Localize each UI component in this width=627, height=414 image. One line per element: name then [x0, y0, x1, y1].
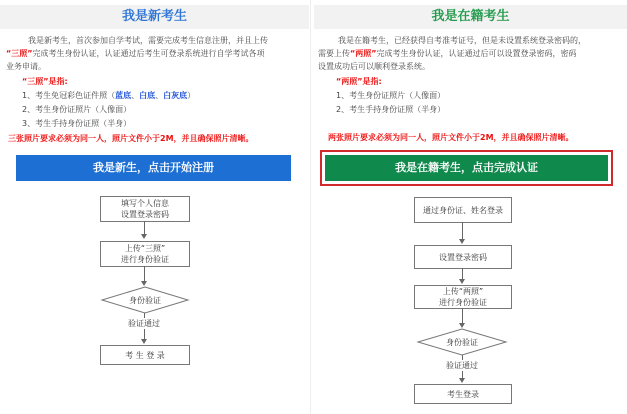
panel-divider: [310, 0, 311, 414]
flow-arrow: [459, 323, 465, 328]
flow-connector: [462, 308, 463, 324]
intro-line-3: 业务申请。: [6, 62, 46, 71]
requirement-item-3: 3、考生手持身份证照（半身）: [22, 119, 132, 128]
certify-button[interactable]: 我是在籍考生，点击完成认证: [325, 155, 608, 181]
flow-arrow: [459, 378, 465, 383]
two-photos-term: “两照”: [350, 49, 377, 58]
flow-arrow: [141, 234, 147, 239]
flow-step-fill-info: 填写个人信息 设置登录密码: [100, 196, 190, 222]
enrolled-student-title: 我是在籍考生: [314, 5, 627, 29]
flow-pass-label: 验证通过: [432, 360, 492, 371]
flow-decision-label: 身份验证: [446, 338, 478, 347]
definition-title: “两照”是指:: [336, 77, 382, 86]
flow-step-upload-photos: 上传“三照” 进行身份验证: [100, 241, 190, 267]
flow-decision-label: 身份验证: [129, 296, 161, 305]
flow-arrow: [141, 339, 147, 344]
flow-step-id-login: 通过身份证、姓名登录: [414, 197, 512, 223]
new-student-panel: [0, 0, 309, 414]
requirement-item-2: 2、考生手持身份证照（半身）: [336, 105, 446, 114]
intro-line-1: 我是在籍考生，已经获得自考准考证号，但是未设置系统登录密码的，: [338, 36, 586, 45]
definition-title: “三照”是指:: [22, 77, 68, 86]
flow-step-login: 考生登录: [414, 384, 512, 404]
flow-connector: [462, 222, 463, 240]
intro-line-3: 设置成功后可以顺利登录系统。: [318, 62, 430, 71]
flow-step-set-password: 设置登录密码: [414, 245, 512, 269]
new-student-title: 我是新考生: [0, 5, 309, 29]
photo-warning: 三张照片要求必须为同一人，照片文件小于2M，并且确保照片清晰。: [8, 134, 254, 143]
flow-step-login: 考 生 登 录: [100, 345, 190, 365]
requirement-item-2: 2、考生身份证照片（人像面）: [22, 105, 132, 114]
flow-connector: [144, 221, 145, 235]
flow-arrow: [141, 281, 147, 286]
requirement-item-1: 1、考生免冠彩色证件照（蓝底、白底、白灰底）: [22, 91, 196, 100]
intro-line-2: 需要上传“两照”完成考生身份认证，认证通过后可以设置登录密码，密码: [318, 49, 577, 58]
photo-warning: 两张照片要求必须为同一人，照片文件小于2M，并且确保照片清晰。: [328, 133, 574, 142]
flow-step-upload-photos: 上传“两照” 进行身份验证: [414, 285, 512, 309]
flow-arrow: [459, 239, 465, 244]
flow-arrow: [459, 279, 465, 284]
flow-pass-label: 验证通过: [114, 318, 174, 329]
flow-connector: [144, 266, 145, 281]
register-button[interactable]: 我是新生，点击开始注册: [16, 155, 291, 181]
enrolled-student-panel: [314, 0, 627, 414]
three-photos-term: “三照”: [6, 49, 33, 58]
requirement-item-1: 1、考生身份证照片（人像面）: [336, 91, 446, 100]
intro-line-2: “三照”完成考生身份认证，认证通过后考生可登录系统进行自学考试各项: [6, 49, 265, 58]
intro-line-1: 我是新考生，首次参加自学考试，需要完成考生信息注册，并且上传: [28, 36, 268, 45]
